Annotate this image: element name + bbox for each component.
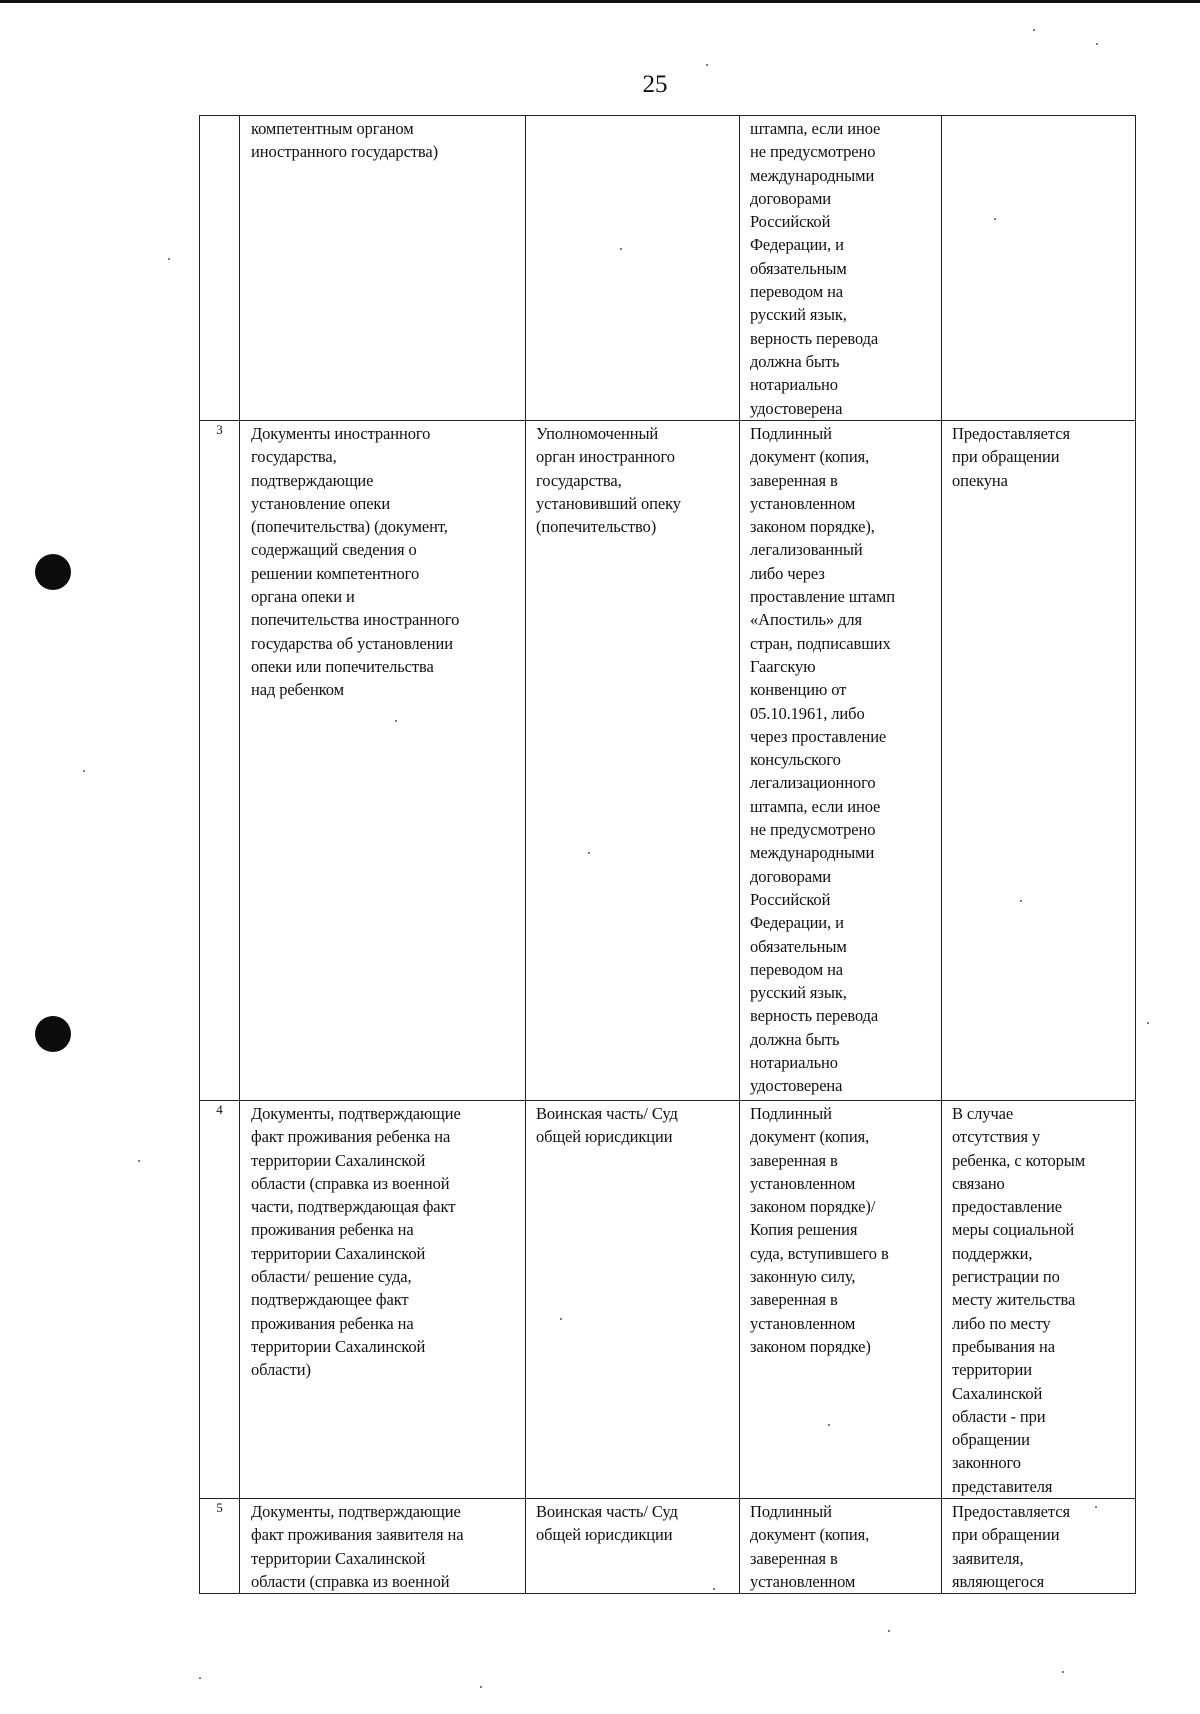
table-row xyxy=(200,1499,1136,1594)
cell-text-line: при обращении xyxy=(952,447,1060,467)
cell-text-line: заверенная в xyxy=(750,1548,838,1568)
cell-text-line: удостоверена xyxy=(750,398,843,418)
cell-text-line: поддержки, xyxy=(952,1243,1033,1263)
cell-text-line: Предоставляется xyxy=(952,1502,1070,1522)
issuer-cell xyxy=(526,1101,740,1499)
cell-text-line: Российской xyxy=(750,889,831,909)
cell-text-line: Документы, подтверждающие xyxy=(251,1104,461,1123)
cell-text-line: заверенная в xyxy=(750,1290,838,1310)
cell-text-line: факт проживания заявителя на xyxy=(251,1525,464,1545)
document-cell xyxy=(240,421,526,1101)
cell-text-line: меры социальной xyxy=(952,1220,1075,1240)
cell-text-line: договорами xyxy=(750,866,832,886)
cell-text-line: «Апостиль» для xyxy=(750,610,862,630)
cell-text-line: либо по месту xyxy=(952,1313,1051,1333)
cell-text-line: регистрации по xyxy=(952,1267,1060,1287)
cell-text-line: суда, вступившего в xyxy=(750,1243,889,1263)
cell-text-line: переводом на xyxy=(750,282,844,302)
cell-text-line: документ (копия, xyxy=(750,1525,870,1545)
punch-hole-mark xyxy=(35,554,71,590)
cell-text-line: международными xyxy=(750,843,875,863)
note-cell xyxy=(942,1499,1136,1594)
cell-text-line: установленном xyxy=(750,493,856,513)
cell-text-line: либо через xyxy=(750,563,825,583)
table-row xyxy=(200,421,1136,1101)
cell-text-line: ребенка, с которым xyxy=(952,1150,1086,1170)
table-row xyxy=(200,116,1136,421)
cell-text-line: заявителя, xyxy=(952,1548,1024,1568)
document-cell xyxy=(240,1499,526,1594)
cell-text-line: Подлинный xyxy=(750,424,832,443)
cell-text-line: над ребенком xyxy=(251,680,344,700)
cell-text-line: заверенная в xyxy=(750,1150,838,1170)
cell-text-line: общей юрисдикции xyxy=(536,1127,673,1147)
cell-text-line: предоставление xyxy=(952,1197,1063,1217)
cell-text-line: подтверждающие xyxy=(251,470,374,490)
form-cell xyxy=(740,1499,942,1594)
note-cell xyxy=(942,421,1136,1101)
cell-text-line: решении компетентного xyxy=(251,563,420,583)
cell-text-line: области - при xyxy=(952,1406,1046,1426)
cell-text-line: орган иностранного xyxy=(536,447,675,467)
cell-text-line: установленном xyxy=(750,1313,856,1333)
cell-text-line: территории xyxy=(952,1360,1033,1380)
cell-text-line: русский язык, xyxy=(750,305,847,325)
cell-text-line: опеки или попечительства xyxy=(251,656,434,676)
cell-text-line: законную силу, xyxy=(750,1267,856,1287)
cell-text-line: иностранного государства) xyxy=(251,142,439,162)
cell-text-line: Подлинный xyxy=(750,1104,832,1123)
note-cell xyxy=(942,116,1136,421)
cell-text-line: обращении xyxy=(952,1430,1030,1450)
note-cell xyxy=(942,1101,1136,1499)
cell-text-line: нотариально xyxy=(750,1053,838,1073)
cell-text-line: В случае xyxy=(952,1104,1014,1123)
cell-text-line: документ (копия, xyxy=(750,1127,870,1147)
cell-text-line: Документы иностранного xyxy=(251,424,431,443)
row-number-cell: 4 xyxy=(200,1101,240,1499)
cell-text-line: через проставление xyxy=(750,726,887,746)
issuer-cell xyxy=(526,116,740,421)
cell-text-line: Предоставляется xyxy=(952,424,1070,443)
cell-text-line: подтверждающее факт xyxy=(251,1290,409,1310)
cell-text-line: законного xyxy=(952,1453,1021,1473)
table-row xyxy=(200,1101,1136,1499)
cell-text-line: законом порядке) xyxy=(750,1336,871,1356)
cell-text-line: обязательным xyxy=(750,936,847,956)
cell-text-line: установленном xyxy=(750,1571,856,1591)
cell-text-line: отсутствия у xyxy=(952,1127,1041,1147)
row-number-cell: 3 xyxy=(200,421,240,1101)
cell-text-line: попечительства иностранного xyxy=(251,610,460,630)
cell-text-line: стран, подписавших xyxy=(750,633,891,653)
cell-text-line: законом порядке)/ xyxy=(750,1197,876,1217)
cell-text-line: верность перевода xyxy=(750,328,879,348)
cell-text-line: штампа, если иное xyxy=(750,119,881,138)
cell-text-line: заверенная в xyxy=(750,470,838,490)
cell-text-line: государства, xyxy=(536,470,622,490)
issuer-cell xyxy=(526,1499,740,1594)
cell-text-line: Воинская часть/ Суд xyxy=(536,1502,678,1522)
cell-text-line: установление опеки xyxy=(251,493,391,513)
cell-text-line: компетентным органом xyxy=(251,119,414,138)
cell-text-line: консульского xyxy=(750,750,841,770)
cell-text-line: международными xyxy=(750,165,875,185)
cell-text-line: проживания ребенка на xyxy=(251,1313,414,1333)
form-cell xyxy=(740,116,942,421)
cell-text-line: государства об установлении xyxy=(251,633,453,653)
cell-text-line: области/ решение суда, xyxy=(251,1267,412,1287)
cell-text-line: опекуна xyxy=(952,470,1008,490)
cell-text-line: территории Сахалинской xyxy=(251,1336,426,1356)
cell-text-line: территории Сахалинской xyxy=(251,1243,426,1263)
cell-text-line: территории Сахалинской xyxy=(251,1548,426,1568)
cell-text-line: месту жительства xyxy=(952,1290,1076,1310)
cell-text-line: Федерации, и xyxy=(750,913,844,933)
cell-text-line: области) xyxy=(251,1360,311,1380)
cell-text-line: проживания ребенка на xyxy=(251,1220,414,1240)
cell-text-line: установивший опеку xyxy=(536,493,681,513)
cell-text-line: переводом на xyxy=(750,959,844,979)
cell-text-line: 05.10.1961, либо xyxy=(750,703,865,723)
form-cell xyxy=(740,421,942,1101)
cell-text-line: должна быть xyxy=(750,351,840,371)
cell-text-line: документ (копия, xyxy=(750,447,870,467)
cell-text-line: Сахалинской xyxy=(952,1383,1043,1403)
page-number: 25 xyxy=(642,71,668,98)
cell-text-line: легализованный xyxy=(750,540,863,560)
issuer-cell xyxy=(526,421,740,1101)
cell-text-line: законом порядке), xyxy=(750,517,875,537)
cell-text-line: органа опеки и xyxy=(251,587,355,607)
cell-text-line: удостоверена xyxy=(750,1076,843,1096)
row-number-cell: 5 xyxy=(200,1499,240,1594)
cell-text-line: территории Сахалинской xyxy=(251,1150,426,1170)
cell-text-line: Российской xyxy=(750,212,831,232)
cell-text-line: Документы, подтверждающие xyxy=(251,1502,461,1522)
cell-text-line: Копия решения xyxy=(750,1220,858,1240)
cell-text-line: (попечительства) (документ, xyxy=(251,517,448,537)
cell-text-line: являющегося xyxy=(952,1571,1045,1591)
document-cell xyxy=(240,1101,526,1499)
cell-text-line: (попечительство) xyxy=(536,517,657,537)
documents-table xyxy=(199,115,1136,1594)
cell-text-line: обязательным xyxy=(750,258,847,278)
cell-text-line: верность перевода xyxy=(750,1006,879,1026)
cell-text-line: Уполномоченный xyxy=(536,424,659,443)
cell-text-line: договорами xyxy=(750,188,832,208)
row-number-cell xyxy=(200,116,240,421)
cell-text-line: легализационного xyxy=(750,773,876,793)
cell-text-line: не предусмотрено xyxy=(750,820,876,840)
cell-text-line: общей юрисдикции xyxy=(536,1525,673,1545)
cell-text-line: не предусмотрено xyxy=(750,142,876,162)
document-cell xyxy=(240,116,526,421)
cell-text-line: Федерации, и xyxy=(750,235,844,255)
top-scan-border xyxy=(0,0,1200,3)
cell-text-line: штампа, если иное xyxy=(750,796,881,816)
form-cell xyxy=(740,1101,942,1499)
cell-text-line: Гаагскую xyxy=(750,656,816,676)
cell-text-line: государства, xyxy=(251,447,337,467)
cell-text-line: русский язык, xyxy=(750,983,847,1003)
cell-text-line: должна быть xyxy=(750,1029,840,1049)
cell-text-line: установленном xyxy=(750,1173,856,1193)
cell-text-line: конвенцию от xyxy=(750,680,847,700)
cell-text-line: факт проживания ребенка на xyxy=(251,1127,451,1147)
cell-text-line: Подлинный xyxy=(750,1502,832,1522)
cell-text-line: проставление штамп xyxy=(750,587,895,607)
punch-hole-mark xyxy=(35,1016,71,1052)
cell-text-line: пребывания на xyxy=(952,1336,1056,1356)
cell-text-line: Воинская часть/ Суд xyxy=(536,1104,678,1123)
cell-text-line: связано xyxy=(952,1173,1005,1193)
cell-text-line: части, подтверждающая факт xyxy=(251,1197,456,1217)
cell-text-line: содержащий сведения о xyxy=(251,540,417,560)
cell-text-line: представителя xyxy=(952,1476,1053,1496)
cell-text-line: нотариально xyxy=(750,375,838,395)
cell-text-line: области (справка из военной xyxy=(251,1571,450,1591)
cell-text-line: при обращении xyxy=(952,1525,1060,1545)
cell-text-line: области (справка из военной xyxy=(251,1173,450,1193)
